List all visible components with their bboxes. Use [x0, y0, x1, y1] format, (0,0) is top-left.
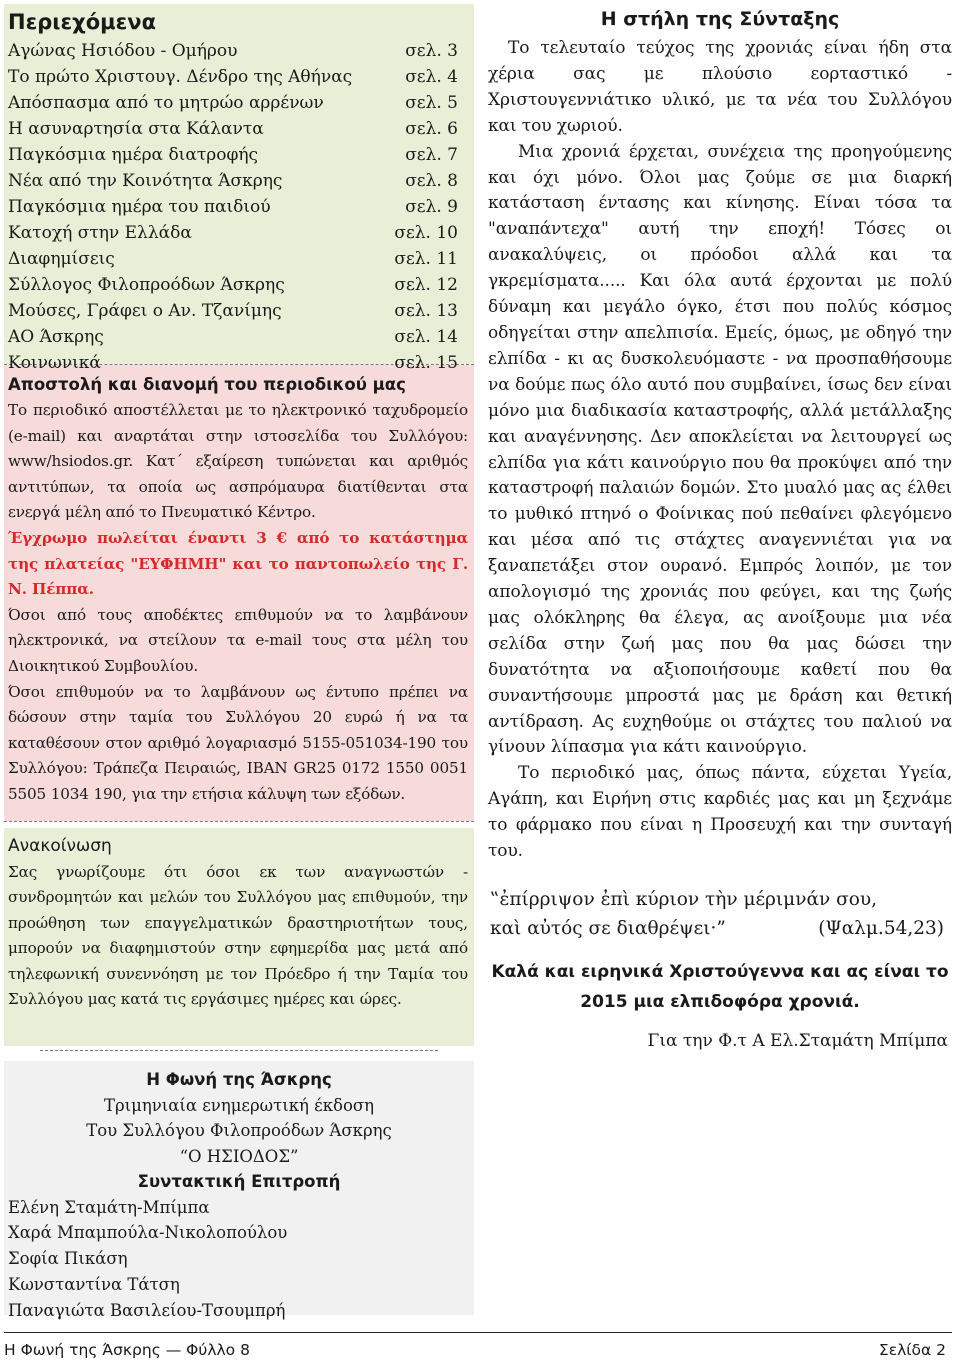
toc-item [8, 194, 468, 220]
christmas-wish: Καλά και ειρηνικά Χριστούγεννα και ας είναι το 2015 μια ελπιδοφόρα χρονιά. [491, 962, 949, 1012]
toc-item-label: Διαφημίσεις [8, 249, 115, 269]
toc-item-page: σελ. 6 [405, 119, 458, 139]
toc-item-label: Αγώνας Ησιόδου - Ομήρου [8, 41, 238, 61]
committee-member: Χαρά Μπαμπούλα-Νικολοπούλου [8, 1223, 288, 1243]
toc-item-label: Παγκόσμια ημέρα του παιδιού [8, 197, 271, 217]
footer-publication: Η Φωνή της Άσκρης — Φύλλο 8 [4, 1341, 250, 1359]
committee-member: Κωνσταντίνα Τάτση [8, 1274, 180, 1294]
toc-item [8, 272, 468, 298]
toc-item-label: Το πρώτο Χριστουγ. Δένδρο της Αθήνας [8, 67, 353, 87]
toc-item-page: σελ. 8 [405, 171, 458, 191]
committee-member: Σοφία Πικάση [8, 1249, 128, 1269]
toc-item-page: σελ. 5 [405, 93, 458, 113]
toc-item [8, 38, 468, 64]
toc-item [8, 324, 468, 350]
toc-item-label: Η ασυναρτησία στα Κάλαντα [8, 119, 264, 139]
toc-item [8, 168, 468, 194]
toc-item-page: σελ. 9 [405, 197, 458, 217]
announcement-text: Σας γνωρίζουμε ότι όσοι εκ των αναγνωστών - συνδρομητών και μελών του Συλλόγου μας επιθυμούν, την προώθηση των επαγγελματικών δραστηριοτήτων τους, μπορούν να διαφημιστούν στην εφημερίδα μας μετά από τηλεφωνική συνεννόηση με τον Πρόεδρο ή την Ταμία του Συλλόγου μας κατά τις εργάσιμες ημέρες και ώρες. [8, 863, 468, 1009]
mailing-sale-note: Έγχρωμο πωλείται έναντι 3 € από το κατάστημα της πλατείας "ΕΥΦΗΜΗ" και το παντοπωλείο της Γ. Ν. Πέππα. [8, 528, 468, 599]
mailing-paragraph: Όσοι από τους αποδέκτες επιθυμούν να το λαμβάνουν ηλεκτρονικά, να στείλουν τα e-mail τους στα μέλη του Διοικητικού Συμβουλίου. [8, 605, 468, 675]
divider [40, 1050, 438, 1051]
toc-title: Περιεχόμενα [8, 10, 157, 34]
committee-title: Συντακτική Επιτροπή [137, 1172, 341, 1191]
right-column [488, 4, 952, 1051]
toc-item [8, 90, 468, 116]
toc-item-label: ΑΟ Άσκρης [8, 327, 104, 347]
toc-item [8, 220, 468, 246]
toc-item [8, 246, 468, 272]
toc-item-page: σελ. 15 [394, 353, 458, 373]
quote-line: καὶ αὐτός σε διαθρέψει·” [490, 918, 726, 939]
toc-item-label: Απόσπασμα από το μητρώο αρρένων [8, 93, 324, 113]
masthead-line: Του Συλλόγου Φιλοπροόδων Άσκρης [86, 1121, 392, 1140]
toc-item [8, 64, 468, 90]
toc-item-page: σελ. 10 [394, 223, 458, 243]
toc-item-label: Παγκόσμια ημέρα διατροφής [8, 145, 259, 165]
toc-item [8, 350, 468, 376]
left-column [4, 4, 474, 1320]
toc-item-label: Νέα από την Κοινότητα Άσκρης [8, 171, 283, 191]
toc-item-page: σελ. 14 [394, 327, 458, 347]
psalm-quote [490, 885, 952, 943]
quote-reference: (Ψαλμ.54,23) [818, 918, 944, 939]
committee-member: Παναγιώτα Βασιλείου-Τσουμπρή [8, 1300, 286, 1320]
mailing-paragraph: Το περιοδικό αποστέλλεται με το ηλεκτρονικό ταχυδρομείο (e-mail) και αναρτάται στην ιστοσελίδα του Συλλόγου: www/hsiodos.gr. Κατ΄ εξαίρεση τυπώνεται και αριθμός αντιτύπων, τα οποία ως ασπρόμαυρα διατίθενται στα ενεργά μέλη από το Πνευματικό Κέντρο. [8, 401, 468, 522]
committee-member: Ελένη Σταμάτη-Μπίμπα [8, 1197, 210, 1217]
toc-item-page: σελ. 13 [394, 301, 458, 321]
editorial-paragraph: Το τελευταίο τεύχος της χρονιάς είναι ήδη στα χέρια σας με πλούσιο εορταστικό - Χριστουγεννιάτικο υλικό, με τα νέα του Συλλόγου και του χωριού. [488, 38, 952, 136]
toc-item-page: σελ. 12 [394, 275, 458, 295]
announcement-section [4, 828, 474, 1046]
toc-item-page: σελ. 3 [405, 41, 458, 61]
page-footer [4, 1332, 952, 1359]
toc-item [8, 142, 468, 168]
editorial-paragraph: Μια χρονιά έρχεται, συνέχεια της προηγούμενης και όχι μόνο. Όλοι μας ζούμε σε μια διαρκή κατάσταση έντασης και κίνησης. Είναι τόσα τα "αναπάντεχα" αυτή την εποχή! Τόσες οι ανακαλύψεις, οι πρόοδοι αλλά και τα γκρεμίσματα..... Και όλα αυτά έρχονται με πολύ δύναμη και μεγάλο όγκο, έτσι που πολύς κόσμος οδηγείται στην απελπισία. Εμείς, όμως, με οδηγό την ελπίδα - κι ας δυσκολευόμαστε - να προσπαθήσουμε να δούμε πως όλο αυτό που συμβαίνει, ίσως δεν είναι μόνο μια διαδικασία καταστροφής, αλλά μετάλλαξης και αναγέννησης. Δεν αποκλείεται να λειτουργεί ως ελπίδα για κάτι καινούργιο που θα προκύψει από την καταστροφή παλαιών δομών. Στο μυαλό μας ας έλθει το μυθικό πτηνό ο Φοίνικας πού πεθαίνει φλεγόμενο και μέσα από τις στάχτες αναγεννιέται για να ξαναπετάξει στον ουρανό. Εμπρός λοιπόν, με τον απολογισμό της χρονιάς που φεύγει, και της ζωής μας ολόκληρης θα έλεγα, ας ανοίξουμε μια νέα σελίδα στην ζωή μας που θα μας δώσει την δυνατότητα να αξιοποιήσουμε καθετί που θα συναντήσουμε μπροστά μας με δράση και θετική αντίδραση. Ας ευχηθούμε οι στάχτες του παλιού να γίνουν λίπασμα για κάτι καινούργιο. [488, 141, 952, 758]
toc-item-label: Σύλλογος Φιλοπροόδων Άσκρης [8, 275, 285, 295]
toc-item [8, 298, 468, 324]
divider [4, 821, 474, 822]
masthead-line: Τριμηνιαία ενημερωτική έκδοση [103, 1095, 375, 1115]
masthead-line: “Ο ΗΣΙΟΔΟΣ” [179, 1146, 299, 1166]
toc-item-page: σελ. 4 [405, 67, 458, 87]
editorial-paragraph: Το περιοδικό μας, όπως πάντα, εύχεται Υγεία, Αγάπη, και Ειρήνη στις καρδιές μας και μη ξεχνάμε το φάρμακο που είναι η Προσευχή και την συνταγή του. [488, 763, 952, 862]
mailing-section [4, 365, 474, 821]
mailing-title: Αποστολή και διανομή του περιοδικού μας [8, 375, 406, 394]
toc-item [8, 116, 468, 142]
toc-list [8, 38, 468, 376]
announcement-title: Ανακοίνωση [8, 836, 112, 856]
toc-item-label: Μούσες, Γράφει ο Αν. Τζανίμης [8, 301, 282, 321]
toc-item-page: σελ. 7 [405, 145, 458, 165]
masthead-name: Η Φωνή της Άσκρης [146, 1070, 332, 1089]
editorial-title: Η στήλη της Σύνταξης [600, 8, 840, 30]
toc-item-label: Κοινωνικά [8, 353, 101, 373]
masthead [4, 1061, 474, 1320]
signature: Για την Φ.τ Α Ελ.Σταμάτη Μπίμπα [647, 1031, 948, 1051]
quote-line: ‟ἐπίρριψον ἐπὶ κύριον τὴν μέριμνάν σου, [490, 889, 877, 910]
toc-item-page: σελ. 11 [394, 249, 458, 269]
page-number: Σελίδα 2 [878, 1341, 946, 1359]
toc-item-label: Κατοχή στην Ελλάδα [8, 223, 192, 243]
mailing-paragraph: Όσοι επιθυμούν να το λαμβάνουν ως έντυπο πρέπει να δώσουν στην ταμία του Συλλόγου 20 ευρώ ή να τα καταθέσουν στον αριθμό λογαριασμό 5155-051034-190 του Συλλόγου: Τράπεζα Πειραιώς, IBAN GR25 0172 1550 0051 5505 1034 190, για την ετήσια κάλυψη των εξόδων. [8, 682, 468, 803]
table-of-contents [4, 4, 474, 373]
